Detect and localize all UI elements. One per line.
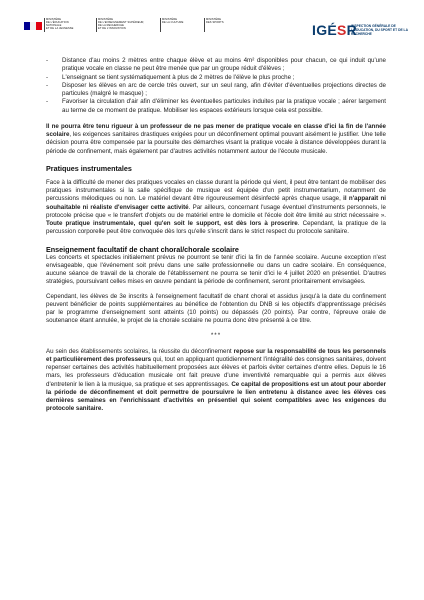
vocal-practice-text: , les exigences sanitaires drastiques exigées pour un déconfinement optimal pouvant aisément le justifier. Une telle décision pourra être compensée par la poursuite des démarches visant la pratique vocale à distance développées durant la période de confinement, mais également par d'autres activités notamment autour de l'écoute musicale. [46, 131, 386, 155]
section-separator: *** [210, 331, 222, 339]
vocal-practice-bold: Il ne pourra être tenu rigueur à un professeur de ne pas mener de pratique vocale en classe d'ici la fin de l'année scolaire [46, 122, 386, 138]
conclusion-text-2: qui, tout en appliquant quotidiennement l'intégralité des consignes sanitaires, doivent repenser certaines des activités habituellement proposées aux élèves et parfois éviter certaines d'entre elles. Depuis le 16 mars, les professeurs d'éducation musicale ont fait preuve d'une inventivité remarquable qui a permis aux élèves d'entretenir le lien à la musique, sa pratique et ses apprentissages. [46, 355, 386, 388]
instruments-text-2: . Par ailleurs, concernant l'usage éventuel d'instruments personnels, le protocole précise que « le transfert d'objets ou de matériel entre le domicile et l'école doit être limité au strict nécessaire ». [46, 203, 386, 219]
page-header [0, 0, 424, 52]
conclusion-bold-2: Ce capital de propositions est un atout pour aborder la période de déconfinement et doit permettre de poursuivre le lien entretenu à distance avec les élèves ces dernières semaines en l'enrichissant d'activités en présentiel qui soient compatibles avec les exigences du protocole sanitaire. [46, 380, 386, 413]
ministry-education-label: MINISTÈRE DE L'ÉDUCATION NATIONALE ET DE LA JEUNESSE [46, 18, 92, 30]
instruments-bold-2: Toute pratique instrumentale, quel qu'en soit le support, est dès lors à proscrire [46, 220, 298, 227]
section-title-choral: Enseignement facultatif de chant choral/chorale scolaire [46, 244, 239, 254]
instruments-bold-1: il n'apparaît ni souhaitable ni réaliste d'envisager cette activité [46, 195, 386, 211]
conclusion-text-1: Au sein des établissements scolaires, la réussite du déconfinement [46, 347, 234, 355]
list-item: - Favoriser la circulation d'air afin d'éliminer les éventuelles particules induites par la pratique vocale ; aérer largement au terme de ce moment de pratique. Mobiliser les espaces extérieurs lorsque cela est possible. [46, 98, 386, 115]
conclusion-paragraph [46, 348, 386, 414]
ministry-higher-education-label: MINISTÈRE DE L'ENSEIGNEMENT SUPÉRIEUR, DE LA RECHERCHE ET DE L'INNOVATION [98, 18, 154, 30]
vocal-practice-paragraph [46, 123, 386, 156]
instruments-paragraph [46, 179, 386, 237]
igesr-subtitle: INSPECTION GÉNÉRALE DE L'ÉDUCATION, DU SPORT ET DE LA RECHERCHE [351, 24, 408, 36]
sanitary-rules-list [46, 57, 386, 115]
choral-paragraph-1: Les concerts et spectacles initialement prévus ne pourront se tenir d'ici la fin de l'année scolaire. Aucune exception n'est envisageable, que l'événement soit prévu dans une salle professionnelle ou dans un cadre scolaire. En conséquence, aucune séance de travail de la chorale de l'établissement ne pourra se tenir d'ici le 4 juillet 2020 en présentiel. D'autres stratégies, poursuivant celles mises en œuvre pendant la période de confinement, seront prioritairement envisagées. [46, 253, 386, 286]
list-item: - Distance d'au moins 2 mètres entre chaque élève et au moins 4m² disponibles pour chacun, ce qui induit qu'une pratique vocale en classe ne peut être menée que par un groupe réduit d'élèves ; [46, 57, 386, 74]
ministries-logo-group [46, 18, 256, 40]
list-item: - Disposer les élèves en arc de cercle très ouvert, sur un seul rang, afin d'éviter d'éventuelles projections directes de particules (malgré le masque) ; [46, 82, 386, 99]
list-item: - L'enseignant se tient systématiquement à plus de 2 mètres de l'élève le plus proche ; [46, 74, 386, 82]
ministry-sports-label: MINISTÈRE DES SPORTS [206, 18, 242, 24]
instruments-text-3: . Cependant, la pratique de la percussion corporelle peut être convoquée dès lors qu'elle s'inscrit dans le strict respect du protocole sanitaire. [46, 220, 386, 236]
document-body [46, 57, 386, 414]
choral-paragraph-2: Cependant, les élèves de 3e inscrits à l'enseignement facultatif de chant choral et assidus jusqu'à la date du confinement peuvent bénéficier de points supplémentaires au bénéfice de l'obtention du DNB si les objectifs d'apprentissage précisés par le programme d'enseignement sont atteints (10 points) ou dépassés (20 points). Par contre, l'épreuve orale de soutenance étant annulée, le projet de la chorale scolaire ne pourra donc être présenté à ce titre. [46, 292, 386, 325]
igesr-logo-tail: R [346, 22, 358, 38]
instruments-text-1: Face à la difficulté de mener des pratiques vocales en classe durant la période qui vient, il peut être tentant de mobiliser des pratiques instrumentales si la salle spécifique de musique est équipée d'un petit instrumentarium, notamment de percussions mélodiques ou non. Le matériel devant être rigoureusement désinfecté après chaque usage, [46, 178, 386, 203]
ministry-culture-label: MINISTÈRE DE LA CULTURE [162, 18, 198, 24]
section-title-instruments: Pratiques instrumentales [46, 163, 132, 173]
conclusion-bold-1: repose sur la responsabilité de tous les personnels et particulièrement des professeurs [46, 347, 386, 363]
republique-francaise-flag-logo [24, 22, 42, 30]
igesr-logo-accent: S [337, 22, 347, 38]
igesr-logo-main: IGÉ [312, 22, 338, 38]
